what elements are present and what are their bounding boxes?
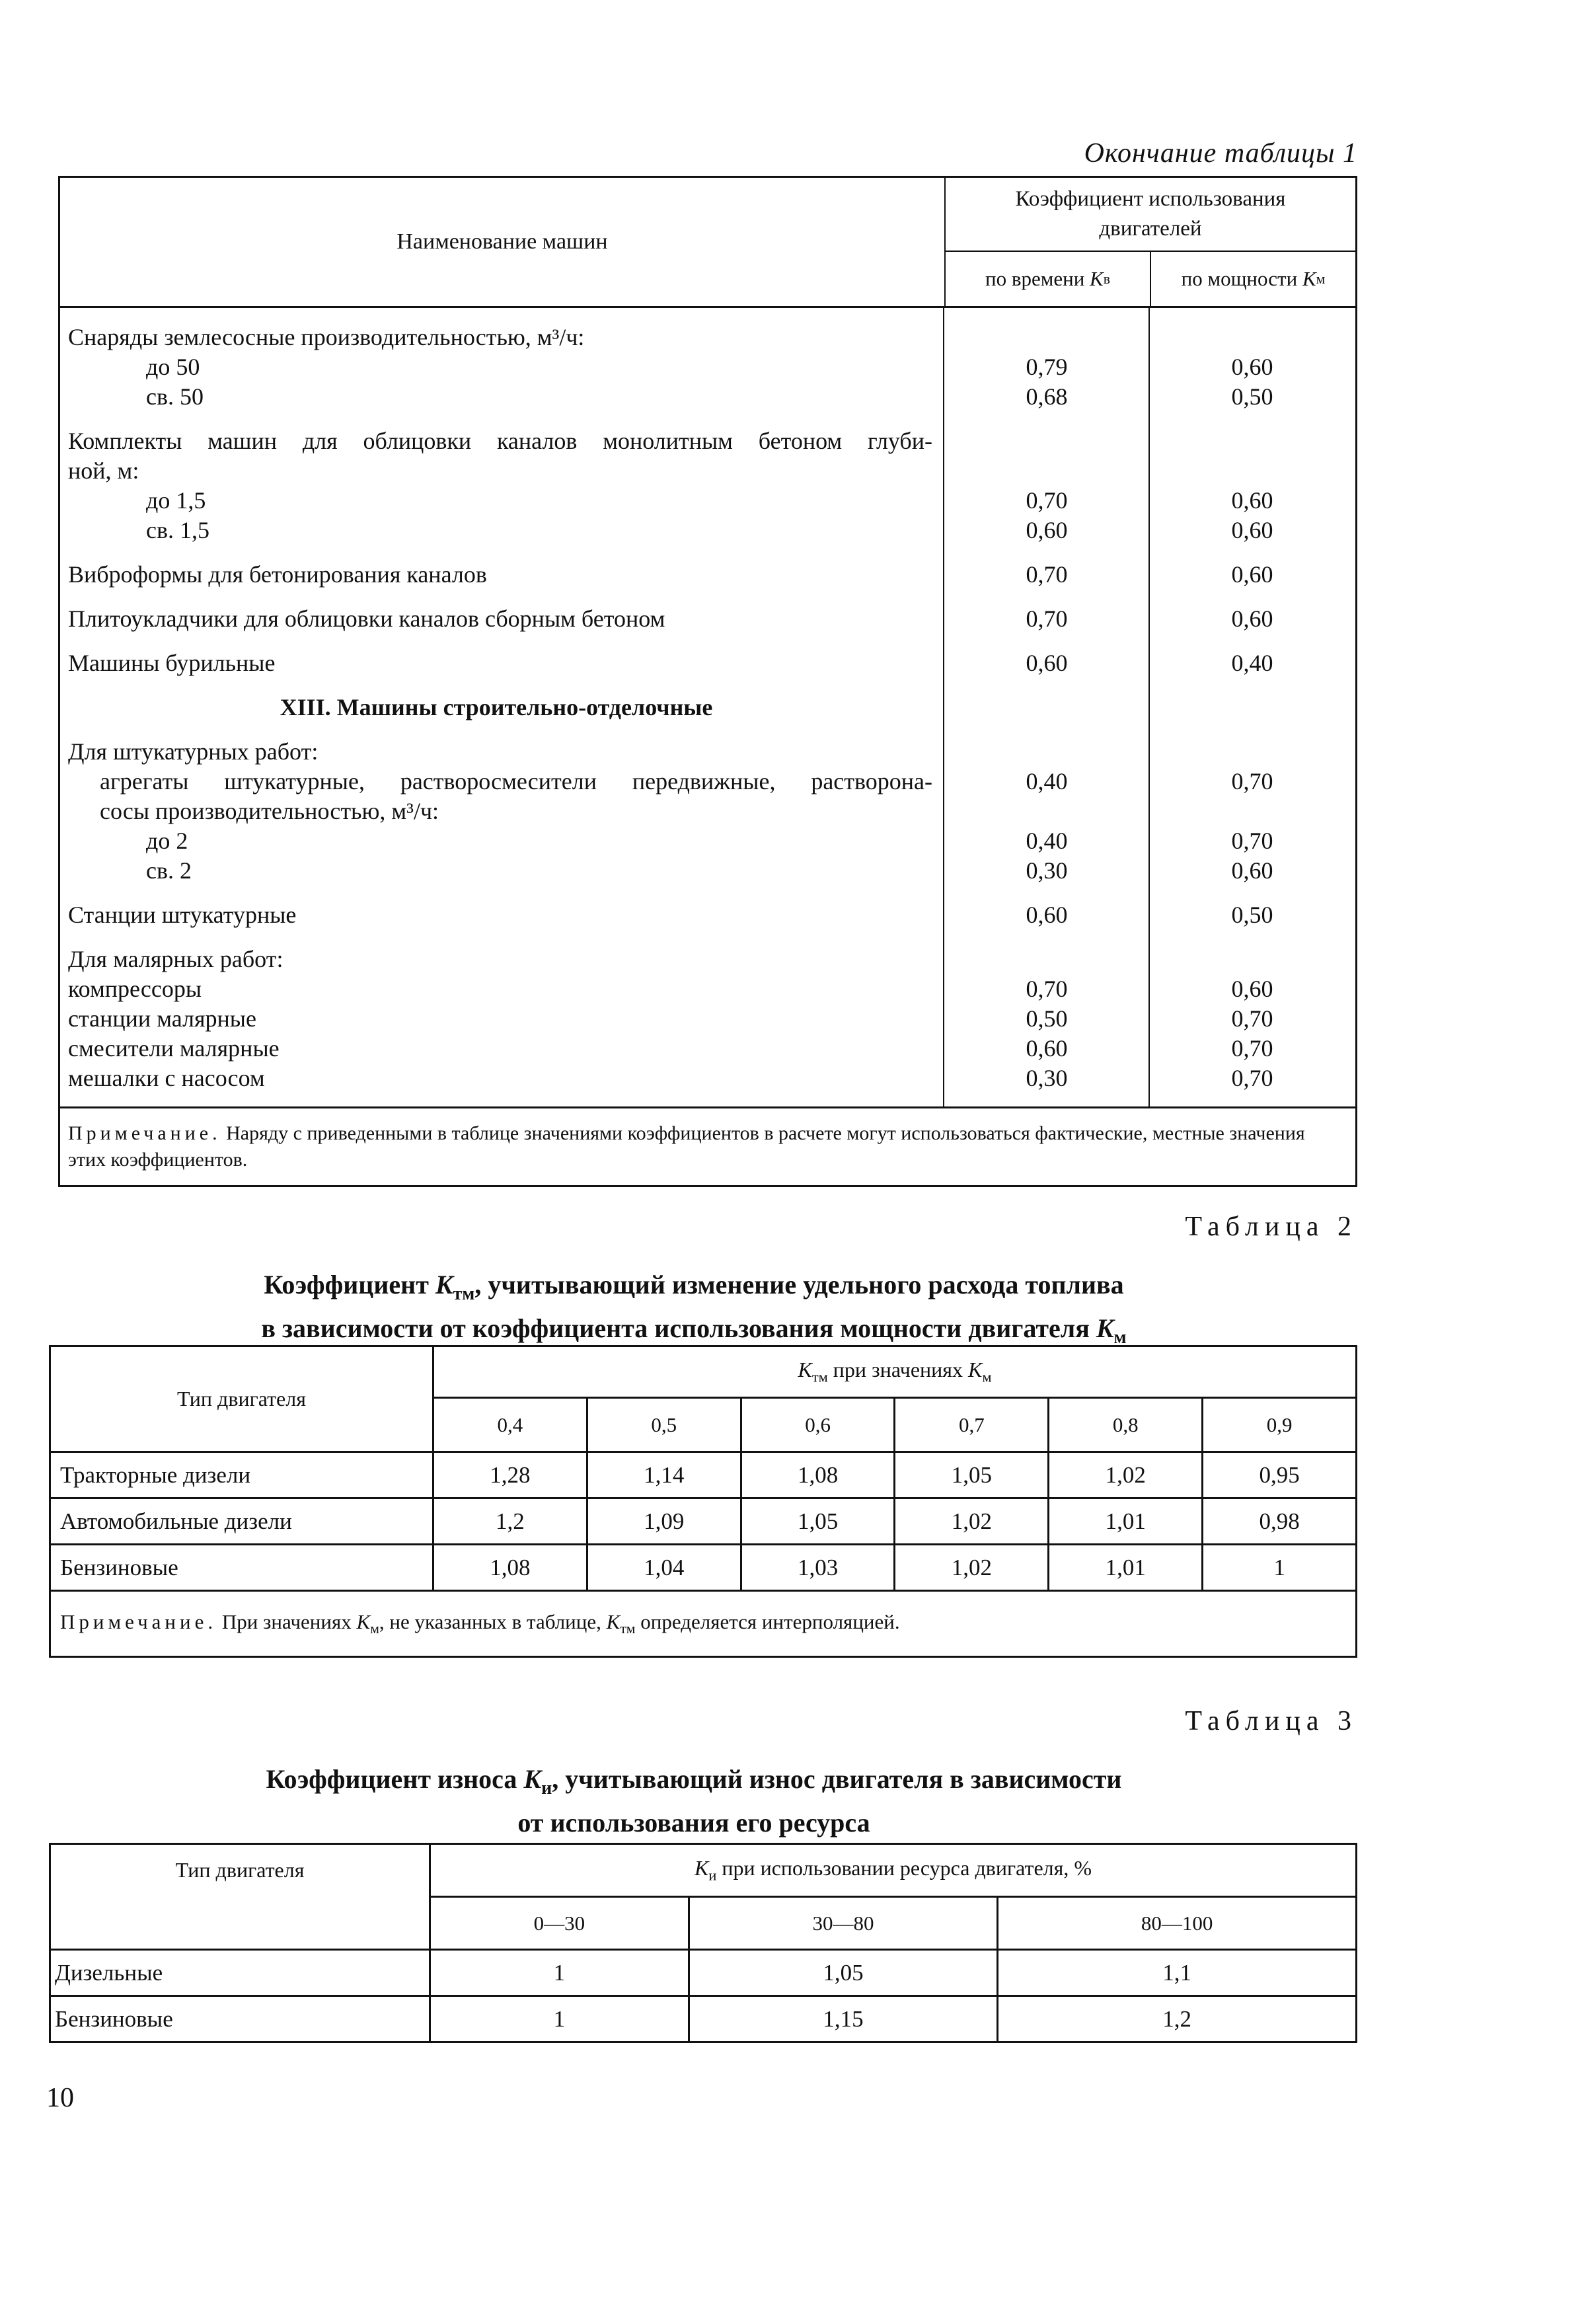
- table3-col-group: $K_и$ при использовании ресурса двигателя, %: [430, 1844, 1357, 1897]
- table-row: мешалки с насосом 0,30 0,70: [68, 1065, 1273, 1091]
- table-row: Тракторные дизели 1,28 1,14 1,08 1,05 1,02 0,95: [50, 1452, 1357, 1498]
- table-row: Станции штукатурные 0,60 0,50: [68, 902, 1273, 928]
- table2-col-type: Тип двигателя: [50, 1346, 433, 1452]
- table3-value-header: 0—30 30—80 80—100: [50, 1897, 1357, 1950]
- table1-header: [58, 176, 1357, 308]
- table1-body: [58, 308, 1357, 1108]
- table3-label: Таблица 3: [1185, 1706, 1357, 1736]
- table1-col-time: по времени K в: [985, 267, 1110, 290]
- table1-col-name: Наименование машин: [60, 178, 946, 306]
- table-row: агрегаты штукатурные, растворосмесители передвижные, растворона- 0,40 0,70: [100, 768, 1273, 794]
- table-row: Виброформы для бетонирования каналов 0,70 0,60: [68, 561, 1273, 588]
- table-row: Автомобильные дизели 1,2 1,09 1,05 1,02 1,01 0,98: [50, 1498, 1357, 1545]
- table-row: Бензиновые 1,08 1,04 1,03 1,02 1,01 1: [50, 1545, 1357, 1591]
- table-row: смесители малярные 0,60 0,70: [68, 1035, 1273, 1062]
- table-row: Снаряды землесосные производительностью, м³/ч:: [68, 324, 585, 350]
- table1-col-power: по мощности K м: [1150, 252, 1355, 306]
- table-row: до 50 0,79 0,60: [146, 354, 1273, 380]
- table-row: ной, м:: [68, 457, 139, 484]
- table-row: Дизельные 1 1,05 1,1: [50, 1950, 1357, 1996]
- table-row: Для штукатурных работ:: [68, 738, 319, 765]
- table-row: св. 1,5 0,60 0,60: [146, 517, 1273, 543]
- table-row: до 2 0,40 0,70: [146, 828, 1273, 854]
- table-row: до 1,5 0,70 0,60: [146, 487, 1273, 514]
- table2-label: Таблица 2: [1185, 1212, 1357, 1242]
- table1-section-heading: XIII. Машины строительно-отделочные: [280, 694, 713, 720]
- table1-col-coef: Коэффициент использования двигателей: [946, 178, 1355, 252]
- page-number: 10: [46, 2083, 74, 2113]
- table2-title: Коэффициент $K_{тм}$, учитывающий изменение удельного расхода топлива в зависимости от коэффициента использования мощности двигателя $K_м$: [261, 1270, 1127, 1348]
- table-row: сосы производительностью, м³/ч:: [100, 798, 439, 824]
- table-row: Для малярных работ:: [68, 946, 283, 972]
- table-row: Комплекты машин для облицовки каналов монолитным бетоном глуби-: [68, 428, 932, 454]
- table2-col-group: $K_{тм}$ при значениях $K_м$: [433, 1346, 1357, 1398]
- table-row: св. 50 0,68 0,50: [146, 383, 1273, 410]
- table-row: Машины бурильные 0,60 0,40: [68, 650, 1273, 676]
- table3-col-type: Тип двигателя: [50, 1844, 430, 1950]
- table2-value-header: 0,4 0,5 0,6 0,7 0,8 0,9: [50, 1398, 1357, 1452]
- table2: [49, 1345, 1357, 1658]
- table-row: Плитоукладчики для облицовки каналов сборным бетоном 0,70 0,60: [68, 605, 1273, 632]
- table1: [58, 176, 1357, 1187]
- table-row: св. 2 0,30 0,60: [146, 857, 1273, 884]
- table3-title: Коэффициент износа $K_и$, учитывающий износ двигателя в зависимости от использования его ресурса: [266, 1764, 1122, 1838]
- table-row: станции малярные 0,50 0,70: [68, 1005, 1273, 1032]
- table2-note: Примечание. При значениях $K_м$, не указанных в таблице, $K_{тм}$ определяется интерполяцией.: [50, 1591, 1357, 1657]
- table3: [49, 1843, 1357, 2043]
- table1-note: Примечание. Наряду с приведенными в таблице значениями коэффициентов в расчете могут использоваться фактические, местные значения этих коэффициентов.: [58, 1108, 1357, 1187]
- table1-continuation-caption: Окончание таблицы 1: [1084, 138, 1357, 169]
- table-row: Бензиновые 1 1,15 1,2: [50, 1996, 1357, 2042]
- table-row: компрессоры 0,70 0,60: [68, 976, 1273, 1002]
